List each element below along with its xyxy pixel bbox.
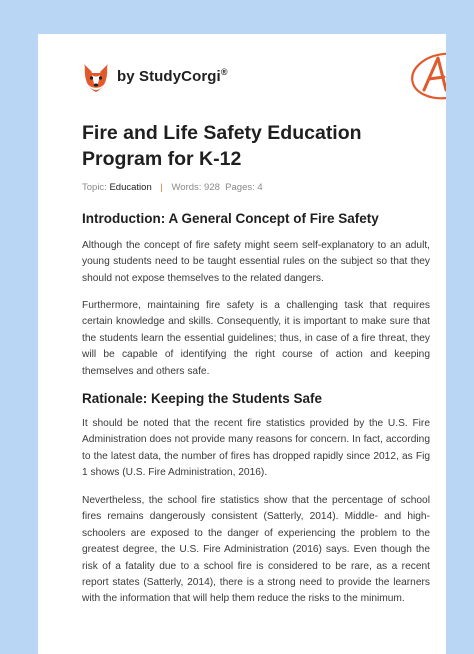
meta-separator: | [160,182,163,193]
word-count: Words: 928 [171,182,220,193]
document-page [38,34,446,654]
paragraph-rationale-2: Nevertheless, the school fire statistics show that the percentage of school fires remains dangerously consistent (Satterly, 2014). Middle- and high-schoolers are exposed to the danger of experiencing the problem to the greatest degree, the U.S. Fire Administration (2016) says. Even though the risk of a fatality due to a school fire is considered to be rare, as a recent report states (Satterly, 2014), there is a strong need to provide the learners with the information that will help them reduce the risks to the minimum. [82,495,430,605]
page-count: Pages: 4 [225,182,263,193]
document-meta [82,182,263,193]
section-heading-rationale: Rationale: Keeping the Students Safe [82,391,323,406]
paragraph-intro-2: Furthermore, maintaining fire safety is a challenging task that requires certain knowledge and skills. Consequently, it is important to make sure that the students learn the essential guidelines; thus, in case of a fire threat, they will be capable of identifying the right course of action and keeping themselves and others safe. [82,300,430,377]
topic-label: Topic: [82,182,107,193]
topic-link[interactable]: Education [109,182,152,193]
a-plus-grade-icon [408,46,446,102]
corgi-logo-icon [82,62,110,94]
section-heading-introduction: Introduction: A General Concept of Fire Safety [82,211,379,226]
paragraph-intro-1: Although the concept of fire safety might seem self-explanatory to an adult, young students need to be taught essential rules on the subject so that they should not expose themselves to the related dangers. [82,240,430,284]
brand-text: by StudyCorgi [117,68,221,85]
page-header [82,58,442,108]
document-title: Fire and Life Safety Education Program for K-12 [82,122,362,170]
brand-registered-mark: ® [220,67,228,77]
brand-name[interactable] [117,67,228,85]
paragraph-rationale-1: It should be noted that the recent fire statistics provided by the U.S. Fire Administration does not provide many reasons for concern. In fact, according to the latest data, the number of fires has dropped rapidly since 2012, as Fig 1 shows (U.S. Fire Administration, 2016). [82,418,430,479]
